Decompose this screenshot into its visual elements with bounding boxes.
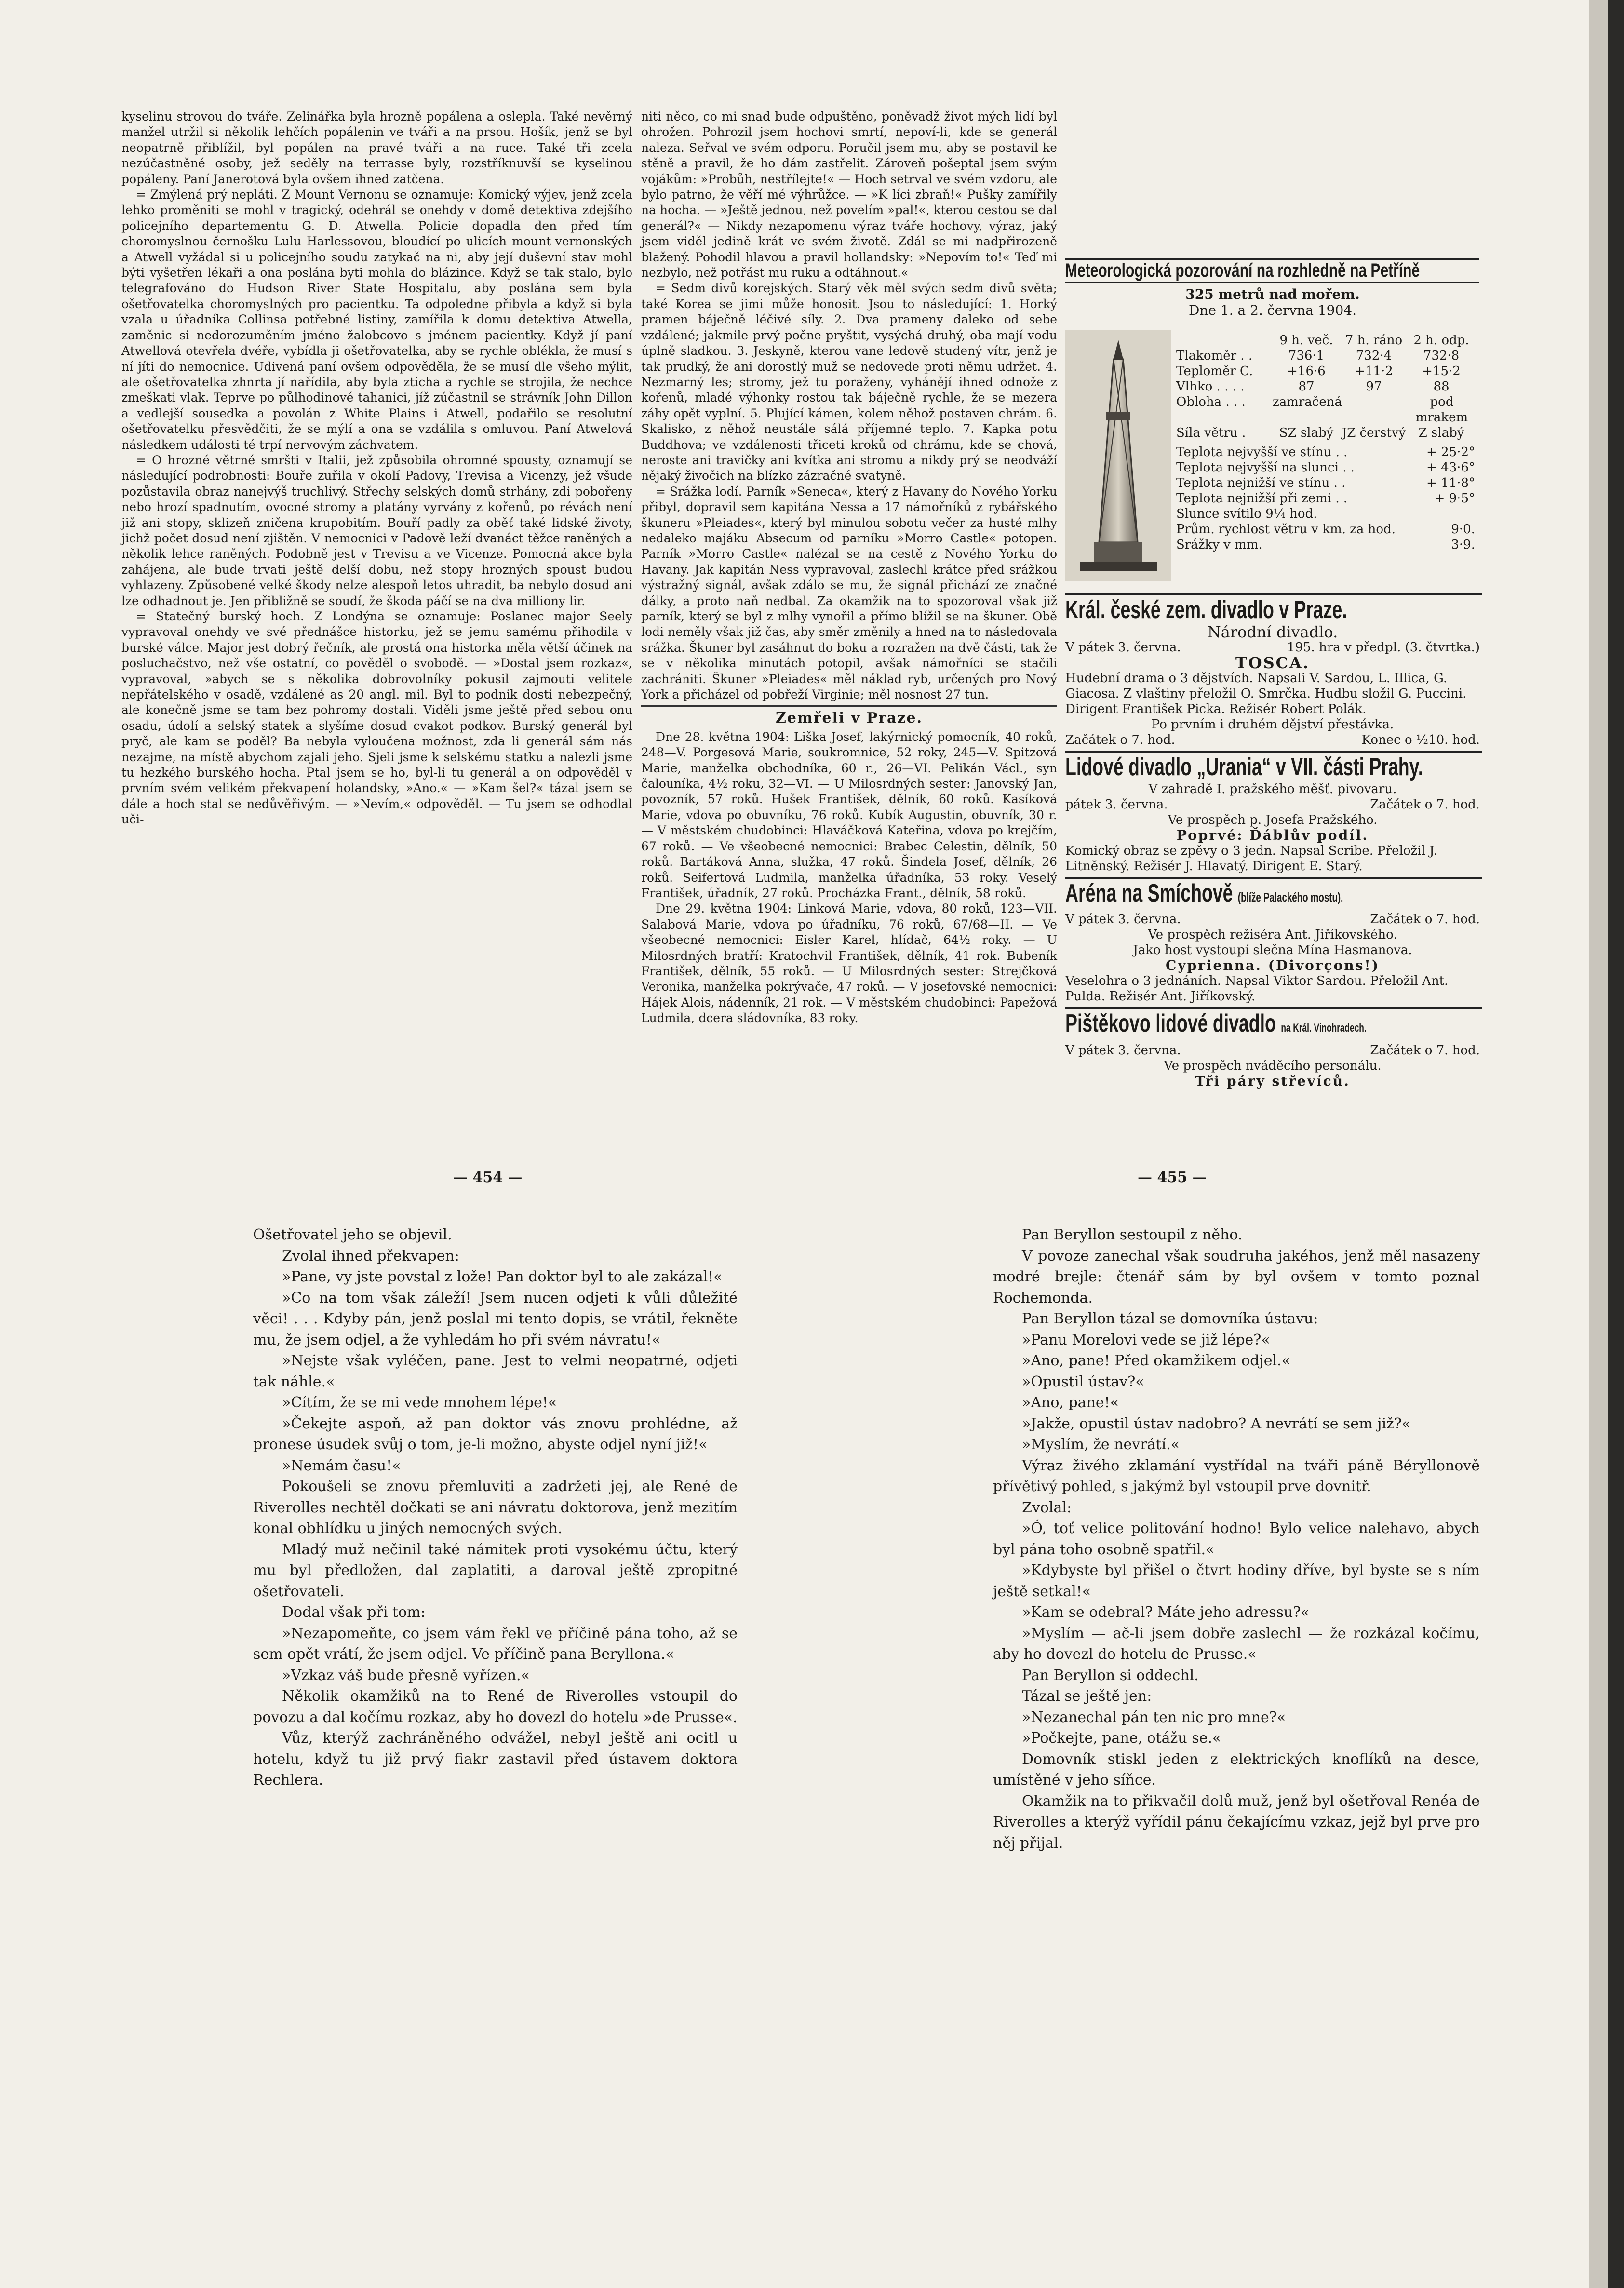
news-column-1 — [121, 109, 632, 1124]
weather-extra — [1176, 444, 1475, 460]
weather-cell: JZ čerstvý — [1342, 426, 1406, 440]
weather-row-label: Obloha . . . — [1176, 395, 1246, 409]
weather-cell: 88 — [1433, 379, 1450, 394]
national-theatre-title: Král. české zem. divadlo v Praze. — [1065, 593, 1482, 624]
national-theatre-end: Konec o ½10. hod. — [1361, 733, 1480, 747]
story-paragraph: »Čekejte aspoň, až pan doktor vás znovu prohlédne, až pronese úsudek svůj o tom, je-li možno, abyste odjel nyní již!« — [253, 1415, 738, 1453]
weather-cell: SZ slabý — [1279, 426, 1334, 440]
news-paragraph: = Zmýlená prý nepláti. Z Mount Vernonu se oznamuje: Komický výjev, jenž zcela lehko proměniti se mohl v tragický, odehrál se onehdy v domě detektiva zdejšího policejního departementu G. D. Atwella. Policie dopadla den před tím choromyslnou černošku Lulu Harlessovou, bloudící po ulicích mount-vernonských a Atwell vyžádal si u policejního soudu zatykač na ni, aby její duševní stav mohl býti vyšetřen lékaři a ona poslána byti mohla do blázince. Když se tak stalo, bylo telegrafováno do Hudson River State Hospitalu, aby poslána sem byla ošetřovatelka choromyslných pro pacientku. Ta odpoledne přibyla a když si byla vzala u úřadníka Collinsa potřebné listiny, zamířila k domu detektiva Atwella, zaměnic si nedorozuměním jméno žalobcovo s jménem pacientky. Když jí paní Atwellová otevřela dvéře, vybídla ji ošetřovatelka, aby se rychle oblékla, že musí s ní jíti do nemocnice. Udivená paní ovšem odpověděla, že se musí dle všeho mýlit, ale ošetřovatelka zhnrta jí nařídila, aby byla zticha a rychle se strojila, že nechce zmeškati vlak. Teprve po půlhodinové tahanici, jíž zúčastnil se strávník John Dillon a vedlejší sousedka a povolán z White Plains i Atwell, podařilo se resolutní ošetřovatelku přesvědčiti, že se mýlí a ona se vzdálila s omluvou. Paní Atwelová následkem události té trpí nervovým záchvatem. — [121, 188, 632, 452]
national-theatre-subtitle: Národní divadlo. — [1207, 623, 1338, 641]
story-page-right — [993, 1225, 1480, 1854]
weather-row-label: Teploměr C. — [1176, 364, 1253, 378]
news-paragraph: = Sedm divů korejských. Starý věk měl svých sedm divů světa; také Korea se jimi může honosit. Jsou to následující: 1. Horký pramen báječně léčivé síly. 2. Dva prameny daleko od sebe vzdálené; jakmile prvý počne pryštit, vysýchá druhý, oba mají vodu úplně sladkou. 3. Jeskyně, kterou vane ledově studený vítr, jenž je tak prudký, že ani dorostlý muž se nedovede proti němu udržet. 4. Nezmarný les; stromy, jež tu poraženy, vyhánějí ihned odnože z kořenů, mladé výhonky rostou tak báječně rychle, že se mezera záhy opět vyplní. 5. Plující kámen, kolem něhož postaven chrám. 6. Skalisko, z něhož neustále sálá příjemné teplo. 7. Kapka potu Buddhova; ve vzdálenosti třiceti kroků od chrámu, kde se chová, neroste ani travičky ani kvítka ani stromu a nikdy prý se neodváží nějaký živočich na blízko zázračné svatyně. — [641, 281, 1057, 483]
weather-extra-label: Slunce svítilo 9¼ hod. — [1176, 507, 1317, 521]
weather-row-label: Síla větru . — [1176, 426, 1246, 440]
arena-smichov-title — [1065, 877, 1482, 912]
urania-theatre-play: Poprvé: Ďáblův podíl. — [1176, 827, 1369, 843]
pistek-theatre-benefit: Ve prospěch nváděcího personálu. — [1164, 1059, 1382, 1073]
weather-extra-label: Teplota nejvyšší ve stínu . . — [1176, 445, 1348, 459]
pistek-theatre-note: na Král. Vinohradech. — [1281, 1022, 1367, 1035]
weather-altitude: 325 metrů nad mořem. — [1185, 286, 1360, 302]
news-paragraph: = Srážka lodí. Parník »Seneca«, který z Havany do Nového Yorku přibyl, dopravil sem kapitána Nessa a 17 námořníků z rybářského škuneru »Pleiades«, který byl minulou sobotu večer za husté mlhy nedaleko majáku Absecum od parníku »Morro Castle« potopen. Parník »Morro Castle« nalézal se na cestě z Nového Yorku do Havany. Jak kapitán Ness vypravoval, zaslechl krátce před srážkou výstražný signál, avšak zdálo se mu, že signál přichází ze značné dálky, a proto naň nedbal. Za okamžik na to spozoroval však již parník, který se byl z mlhy vynořil a přímo blížil se na škuner. Obě lodi neměly však již čas, aby směr změnily a hned na to následovala srážka. Škuner byl zasáhnut do boku a rozražen na dvě části, tak že se v několika minutách potopil, avšak námořníci se stačili zachrániti. Škuner »Pleiades« měl náklad ryb, určených pro Nový York a přicházel od pobřeží Virginie; měl nosnost 27 tun. — [641, 484, 1057, 702]
weather-extra-label: Teplota nejnižší při zemi . . — [1176, 491, 1348, 506]
national-theatre-description: Hudební drama o 3 dějstvích. Napsali V. Sardou, L. Illica, G. Giacosa. Z vlaštiny přeložil O. Smrčka. Hudbu složil G. Puccini. Dirigent František Picka. Režisér Robert Polák. — [1065, 671, 1467, 716]
pistek-theatre-play: Tři páry střevíců. — [1195, 1073, 1350, 1089]
national-theatre-play: TOSCA. — [1235, 654, 1310, 672]
story-paragraph: »Počkejte, pane, otážu se.« — [1022, 1730, 1221, 1747]
deaths-paragraph: Dne 28. května 1904: Liška Josef, lakýrnický pomocník, 40 roků, 248—V. Porgesová Marie, soukromnice, 52 roky, 245—V. Spitzová Marie, manželka obchodníka, 60 r., 26—VI. Pelikán Václ., syn čalouníka, 4½ roku, 32—VI. — U Milosrdných sester: Janovský Jan, povozník, 57 roků. Hušek František, dělník, 60 roků. Kasíková Marie, vdova po obuvníku, 76 roků. Kubík Augustin, obuvník, 30 r. — V městském chudobinci: Hlaváčková Kateřina, vdova po krejčím, 67 roků. — Ve všeobecné nemocnici: Brabec Celestin, dělník, 50 roků. Bartáková Anna, služka, 47 roků. Šindela Josef, dělník, 26 roků. Seifertová Ludmila, manželka úřadníka, 53 roky. Veselý František, úřadník, 27 roků. Procházka Frant., dělník, 58 roků. — [641, 729, 1057, 900]
story-paragraph: V povoze zanechal však soudruha jakéhos, jenž měl nasazeny modré brejle: čtenář sám by byl ovšem v tomto poznal Rochemonda. — [993, 1247, 1480, 1306]
news-paragraph: = O hrozné větrné smršti v Italii, jež způsobila ohromné spousty, oznamují se následující podrobnosti: Bouře zuřila v okolí Padovy, Trevisa a Vicenzy, jež všude pozůstavila obraz nanejvýš truchlivý. Střechy selských domů strhány, zdi pobořeny nebo hrozí spadnutím, ovocné stromy a platány vyrvány z kořenů, po révách není již ani stopy, sklizeň zničena krupobitím. Bouří padly za oběť také lidské životy, jichž počet dosud není zjištěn. V nemocnici v Padově leží dvanáct těžce raněných a několik lehce raněných. Podobně jest v Trevisu a ve Vicenze. Pomocná akce byla zahájena, ale bude trvati ještě delší dobu, než stopy hrozných spoust budou vyhlazeny. Způsobené velké škody nelze alespoň letos uhradit, ba nebylo dosud ani lze odhadnout je. Jen přibližně se soudí, že škoda páčí se na dva milliony lir. — [121, 453, 632, 608]
weather-cell: zamračená — [1273, 395, 1342, 409]
story-paragraph: Pan Beryllon sestoupil z něho. — [1022, 1226, 1243, 1243]
story-paragraph: Domovník stiskl jeden z elektrických knoflíků na desce, umístěné v jeho síňce. — [993, 1750, 1480, 1789]
weather-table — [1176, 333, 1475, 552]
arena-smichov-guest: Jako host vystoupí slečna Mína Hasmanova. — [1133, 943, 1412, 957]
news-paragraph: kyselinu strovou do tváře. Zelinářka byla hrozně popálena a oslepla. Také nevěrný manžel utržil si několik lehčích popálenin ve tváři a na prsou. Hošík, jenž se byl neopatrně přiblížil, byl popálen na pravé tváři a na ruce. Také tři zcela nezúčastněné osoby, jež seděly na terrasse byly, rozstříknuvší se kyselinou popáleny. Paní Janerotová byla ovšem ihned zatčena. — [121, 109, 632, 186]
story-paragraph: »Opustil ústav?« — [1022, 1373, 1144, 1390]
pistek-theatre-name: Pištěkovo lidové divadlo — [1065, 1009, 1276, 1037]
story-paragraph: Pan Beryllon si oddechl. — [1022, 1667, 1199, 1684]
news-paragraph: = Statečný burský hoch. Z Londýna se oznamuje: Poslanec major Seely vypravoval onehdy ve své přednášce historku, jež se jemu samému přihodila v burské válce. Major jest dobrý řečník, ale prostá ona historka měla větší účinek na posluchačstvo, než vše ostatní, co pověděl o svobodě. — »Dostal jsem rozkaz«, vypravoval, »abych se s několika dobrovolníky pokusil zajmouti velitele nepřátelského v osadě, vzdálené as 20 angl. mil. Byl to podnik dosti nebezpečný, ale konečně jsme se tam bez pohromy dostali. Viděli jsme ještě před sebou onu osadu, údolí a selský statek a slyšíme dosud cvakot podkov. Burský generál byl pryč, ale kam se poděl? Ba nebyla vyloučena možnost, zda li generál sám nás nezajme, na místě abychom zajali jeho. Sjeli jsme k selskému statku a nalezli jsme tu hezkého burského hocha. Ptal jsem se ho, byl-li tu generál a on odpověděl v prvním svém velikém překvapení holandsky, »Ano.« — »Kam šel?« tázal jsem se dále a hoch stal se nedůvěřivým. — »Nevím,« odpověděl. — Tu jsem se odhodlal uči- — [121, 609, 632, 827]
arena-smichov-benefit: Ve prospěch režiséra Ant. Jiříkovského. — [1148, 928, 1397, 942]
weather-report — [1065, 258, 1480, 586]
story-paragraph: Zvolal: — [1022, 1499, 1072, 1516]
story-paragraph: »Ano, pane!« — [1022, 1394, 1119, 1411]
national-theatre-note: Po prvním i druhém dějství přestávka. — [1151, 717, 1394, 732]
story-paragraph: »Nezanechal pán ten nic pro mne?« — [1022, 1709, 1286, 1726]
weather-cell: 732·4 — [1356, 349, 1392, 363]
weather-extra — [1176, 460, 1475, 475]
deaths-paragraph: Dne 29. května 1904: Linková Marie, vdova, 80 roků, 123—VII. Salabová Marie, vdova po úřadníku, 76 roků, 67/68—II. — Ve všeobecné nemocnici: Eisler Karel, hlídač, 64½ roky. — U Milosrdných bratří: Kratochvil František, dělník, 41 rok. Bubeník František, dělník, 55 roků. — U Milosrdných sester: Strejčková Veronika, manželka pokrývače, 47 roků. — V josefovské nemocnici: Hájek Alois, nádenník, 21 rok. — V městském chudobinci: Papežová Ludmila, dcera sládovníka, 83 roky. — [641, 902, 1057, 1025]
weather-extra-label: Srážky v mm. — [1176, 538, 1262, 552]
urania-theatre-location: V zahradě I. pražského měšť. pivovaru. — [1148, 782, 1397, 796]
story-paragraph: »Nezapomeňte, co jsem vám řekl ve příčině pána toho, až se sem opět vrátí, že jsem odjel. Ve příčině pana Beryllona.« — [253, 1625, 738, 1663]
story-paragraph: Výraz živého zklamání vystřídal na tváři páně Béryllonově přívětivý pohled, s jakýmž byl vstoupil prve dovnitř. — [993, 1457, 1480, 1495]
weather-extra-value: + 9·5° — [1434, 491, 1475, 506]
weather-cell: 87 — [1298, 379, 1315, 394]
national-theatre-date: V pátek 3. června. — [1065, 640, 1181, 655]
story-paragraph: Mladý muž nečinil také námitek proti vysokému účtu, který mu byl předložen, dal zaplatiti, a daroval ještě zpropitné ošetřovateli. — [253, 1541, 738, 1600]
book-binding — [1608, 0, 1624, 2288]
story-paragraph: »Pane, vy jste povstal z lože! Pan doktor byl to ale zakázal!« — [282, 1268, 723, 1285]
weather-col-header: 7 h. ráno — [1345, 333, 1403, 348]
weather-extra-label: Prům. rychlost větru v km. za hod. — [1176, 522, 1396, 537]
story-paragraph: Zvolal ihned překvapen: — [282, 1247, 459, 1265]
page-number-right: — 455 — — [1138, 1169, 1207, 1186]
weather-cell — [1342, 394, 1409, 425]
theatre-listings — [1065, 591, 1480, 1089]
national-theatre-date-row — [1065, 640, 1480, 655]
story-paragraph: »Cítím, že se mi vede mnohem lépe!« — [282, 1394, 557, 1411]
urania-theatre-description: Komický obraz se zpěvy o 3 jedn. Napsal Scribe. Přeložil J. Litněnský. Režisér J. Hlavatý. Dirigent E. Starý. — [1065, 844, 1437, 874]
weather-cell: pod mrakem — [1415, 395, 1468, 425]
story-paragraph: »Nejste však vyléčen, pane. Jest to velmi neopatrné, odjeti tak náhle.« — [253, 1352, 738, 1390]
story-paragraph: Vůz, kterýž zachráněného odvážel, nebyl ještě ani ocitl u hotelu, když tu již prvý fiakr zastavil před ústavem doktora Rechlera. — [253, 1730, 738, 1789]
deaths-heading: Zemřeli v Praze. — [775, 710, 923, 727]
story-paragraph: Ošetřovatel jeho se objevil. — [253, 1226, 452, 1243]
arena-smichov-name: Aréna na Smíchově — [1065, 879, 1233, 907]
urania-theatre-date-row — [1065, 797, 1480, 812]
weather-row — [1176, 363, 1475, 379]
weather-extra-value: 9·0. — [1451, 522, 1475, 537]
story-page-left — [253, 1225, 738, 1791]
pistek-theatre-date-row — [1065, 1043, 1480, 1058]
weather-row — [1176, 394, 1475, 425]
story-paragraph: Několik okamžiků na to René de Riverolles vstoupil do povozu a dal kočímu rozkaz, aby ho dovezl do hotelu »de Prusse«. — [253, 1688, 738, 1726]
story-paragraph: Okamžik na to přikvačil dolů muž, jenž byl ošetřoval Renéa de Riverolles a kterýž vyřídil pánu čekajícímu vzkaz, jejž byl prve pro něj přijal. — [993, 1792, 1480, 1852]
weather-header-row — [1176, 333, 1475, 348]
arena-smichov-date-row — [1065, 912, 1480, 927]
urania-theatre-title: Lidové divadlo „Urania“ v VII. části Prahy. — [1065, 751, 1482, 781]
weather-extra-value — [1417, 506, 1475, 522]
weather-extra-value: + 11·8° — [1426, 476, 1475, 490]
story-paragraph: Pokoušeli se znovu přemluviti a zadržeti jej, ale René de Riverolles nechtěl dočkati se ani návratu doktorova, jenž mezitím konal obhlídku u jiných nemocných svých. — [253, 1478, 738, 1537]
story-paragraph: »Panu Morelovi vede se již lépe?« — [1022, 1331, 1270, 1348]
story-paragraph: »Vzkaz váš bude přesně vyřízen.« — [282, 1667, 530, 1684]
pistek-theatre-title — [1065, 1007, 1482, 1043]
national-theatre-performance: 195. hra v předpl. (3. čtvrtka.) — [1287, 640, 1480, 655]
urania-theatre-date: pátek 3. června. — [1065, 797, 1168, 812]
story-paragraph: »Co na tom však záleží! Jsem nucen odjeti k vůli důležité věci! . . . Kdyby pán, jenž poslal mi tento dopis, se vrátil, řekněte mu, že jsem odjel, a že vyhledám ho při svém návratu!« — [253, 1289, 738, 1348]
arena-smichov-description: Veselohra o 3 jednáních. Napsal Viktor Sardou. Přeložil Ant. Pulda. Režisér Ant. Jiříkovský. — [1065, 974, 1449, 1004]
story-paragraph: »Myslím, že nevrátí.« — [1022, 1436, 1180, 1453]
weather-extra-value: + 25·2° — [1426, 445, 1475, 459]
weather-extra-label: Teplota nejnižší ve stínu . . — [1176, 476, 1346, 490]
weather-row-label: Vlhko . . . . — [1176, 379, 1245, 394]
weather-cell: 97 — [1366, 379, 1382, 394]
weather-extra-label: Teplota nejvyšší na slunci . . — [1176, 460, 1355, 475]
weather-row — [1176, 379, 1475, 394]
weather-cell: 736·1 — [1288, 349, 1325, 363]
weather-extra — [1176, 522, 1475, 537]
weather-extra — [1176, 491, 1475, 506]
weather-col-header: 9 h. več. — [1279, 333, 1333, 348]
story-paragraph: »Nemám času!« — [282, 1457, 401, 1474]
news-column-2 — [641, 109, 1057, 1025]
weather-cell: +11·2 — [1355, 364, 1393, 378]
story-paragraph: »Kdybyste byl přišel o čtvrt hodiny dříve, byl byste se s ním ještě setkal!« — [993, 1562, 1480, 1600]
story-paragraph: Tázal se ještě jen: — [1022, 1688, 1152, 1705]
urania-theatre-start: Začátek o 7. hod. — [1370, 797, 1480, 812]
petrin-tower-illustration — [1065, 330, 1171, 581]
weather-cell: 732·8 — [1423, 349, 1460, 363]
story-paragraph: »Ó, toť velice politování hodno! Bylo velice nalehavo, abych byl pána toho osobně spatřil.« — [993, 1520, 1480, 1558]
story-paragraph: »Myslím — ač-li jsem dobře zaslechl — že rozkázal kočímu, aby ho dovezl do hotelu de Prusse.« — [993, 1625, 1480, 1663]
weather-row — [1176, 425, 1475, 441]
national-theatre-start: Začátek o 7. hod. — [1065, 733, 1175, 747]
story-paragraph: Pan Beryllon tázal se domovníka ústavu: — [1022, 1310, 1318, 1327]
page-number-left: — 454 — — [453, 1169, 523, 1186]
story-paragraph: »Ano, pane! Před okamžikem odjel.« — [1022, 1352, 1290, 1369]
weather-extras — [1176, 444, 1475, 552]
weather-extra — [1176, 537, 1475, 552]
arena-smichov-note: (blíže Palackého mostu). — [1237, 890, 1343, 904]
urania-theatre-benefit: Ve prospěch p. Josefa Pražského. — [1168, 813, 1378, 827]
weather-extra — [1176, 506, 1475, 522]
national-theatre-times — [1065, 732, 1480, 748]
weather-extra-value: 3·9. — [1451, 538, 1475, 552]
weather-row — [1176, 348, 1475, 363]
weather-extra — [1176, 475, 1475, 491]
arena-smichov-date: V pátek 3. června. — [1065, 912, 1181, 927]
arena-smichov-play: Cyprienna. (Divorçons!) — [1166, 957, 1380, 973]
weather-row-label: Tlakoměr . . — [1176, 349, 1253, 363]
pistek-theatre-start: Začátek o 7. hod. — [1370, 1043, 1480, 1058]
story-paragraph: »Jakže, opustil ústav nadobro? A nevrátí se sem již?« — [1022, 1415, 1411, 1432]
pistek-theatre-date: V pátek 3. června. — [1065, 1043, 1181, 1058]
arena-smichov-start: Začátek o 7. hod. — [1370, 912, 1480, 927]
story-paragraph: »Kam se odebral? Máte jeho adressu?« — [1022, 1604, 1310, 1621]
weather-col-header: 2 h. odp. — [1413, 333, 1469, 348]
weather-cell: +16·6 — [1287, 364, 1326, 378]
weather-title: Meteorologická pozorování na rozhledně na Petříně — [1065, 258, 1479, 283]
section-divider — [641, 705, 1057, 707]
weather-cell: Z slabý — [1418, 426, 1464, 440]
weather-cell: +15·2 — [1422, 364, 1461, 378]
news-paragraph: niti něco, co mi snad bude odpuštěno, poněvadž život mých lidí byl ohrožen. Pohrozil jsem hochovi smrtí, nepoví-li, kde se generál naleza. Seřval ve svém odporu. Poručil jsem mu, aby se postavil ke stěně a pravil, že ho dám zastřelit. Zároveň pošeptal jsem svým vojákům: »Probůh, nestřílejte!« — Hoch setrval ve svém vzdoru, ale bylo patrno, že věří mé výhrůžce. — »K líci zbraň!« Pušky zamířily na hocha. — »Ještě jednou, než povelím »pal!«, kterou cestou se dal generál?« — Nikdy nezapomenu výraz tváře hochovy, výraz, jaký jsem viděl jedině krát ve svém životě. Zdál se mi nadpřirozeně blažený. Pohodil hlavou a pravil hollandsky: »Nepovím to!« Teď mi nezbylo, než potřást mu ruku a odtáhnout.« — [641, 109, 1057, 280]
story-paragraph: Dodal však při tom: — [282, 1604, 426, 1621]
weather-date: Dne 1. a 2. června 1904. — [1188, 302, 1357, 318]
page-edge — [1589, 0, 1608, 2288]
weather-extra-value: + 43·6° — [1426, 460, 1475, 475]
